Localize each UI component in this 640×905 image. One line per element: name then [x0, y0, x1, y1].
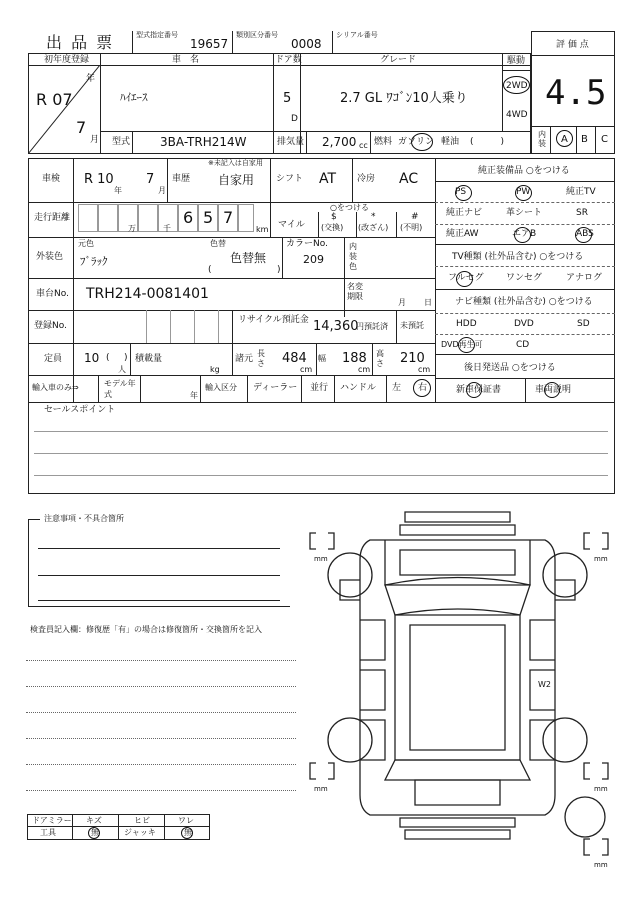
table-cell: ヒビ	[134, 816, 150, 825]
mileage-digit: 5	[203, 208, 214, 227]
circle-mark	[575, 227, 592, 243]
model-label: 型式	[112, 137, 131, 147]
page-title: 出 品 票	[46, 33, 115, 52]
equipment-item-airbag: エアB	[512, 229, 537, 239]
cc-unit: cc	[359, 141, 368, 150]
mm-unit: mm	[314, 785, 328, 793]
width-value: 188	[342, 351, 367, 366]
recycle-label: リサイクル預託金	[238, 315, 309, 325]
cm-unit: cm	[300, 365, 313, 374]
year-suffix: 年	[190, 391, 198, 400]
fuel-other-paren: ( )	[470, 137, 505, 147]
year-suffix: 年	[114, 186, 122, 195]
table-cell: ジャッキ	[124, 828, 156, 837]
cm-unit: cm	[358, 365, 371, 374]
navi-cd: CD	[516, 340, 530, 350]
table-cell: ワレ	[178, 816, 194, 825]
usage-note: ※未記入は自家用	[208, 159, 263, 167]
drive-2wd: 2WD	[506, 81, 528, 91]
inspection-value: R 10	[84, 172, 114, 187]
shift-value: AT	[319, 171, 337, 187]
height-label: 高さ	[376, 349, 384, 368]
circle-mark	[544, 382, 560, 398]
interior-c: C	[601, 134, 608, 145]
name-change-label: 名変期限	[347, 282, 363, 301]
circle-mark	[455, 185, 472, 201]
navi-dvd: DVD	[514, 319, 534, 329]
notes-frame	[28, 519, 290, 607]
circle-mark	[458, 337, 475, 353]
form-type-label: 型式指定番号	[136, 31, 178, 39]
mileage-digit: 7	[223, 208, 234, 227]
length-value: 484	[282, 351, 307, 366]
circle-mark	[556, 130, 573, 147]
circle-mark	[88, 827, 100, 839]
digit-box	[98, 204, 118, 232]
capacity-label: 定員	[44, 354, 63, 364]
color-label: 外装色	[36, 252, 64, 262]
ac-label: 冷房	[357, 174, 376, 184]
mile-label: マイル	[278, 220, 305, 230]
digit-box	[238, 204, 254, 232]
width-label: 幅	[318, 354, 326, 363]
handle-right: 右	[418, 383, 428, 393]
parallel-option: 並行	[310, 383, 329, 393]
table-cell: 無	[184, 828, 192, 837]
tv-fullseg: フルセグ	[448, 273, 484, 283]
navi-sd: SD	[577, 319, 590, 329]
equipment-item-ps: PS	[455, 187, 467, 197]
mileage-opt-tampered: (改ざん)	[358, 223, 389, 232]
digit-box	[178, 204, 198, 232]
first-registration-year: R 07	[36, 90, 73, 109]
drive-label: 駆動	[507, 56, 526, 66]
equipment-item-pw: PW	[516, 187, 531, 197]
recycle-unit: 円預託済	[356, 322, 388, 331]
orig-color-value: ﾌﾞﾗｯｸ	[80, 255, 108, 268]
interior-b: B	[581, 134, 588, 145]
drive-4wd: 4WD	[506, 110, 528, 120]
form-type-value: 19657	[190, 37, 229, 51]
notes-label: 注意事項・不具合箇所	[44, 514, 124, 523]
score-label: 評 価 点	[556, 40, 589, 50]
digit-box	[78, 204, 98, 232]
interior-a: A	[561, 134, 568, 145]
displacement-label: 排気量	[277, 137, 305, 147]
car-diagram	[300, 505, 620, 885]
equipment-item-tv: 純正TV	[566, 187, 596, 197]
mileage-label: 走行距離	[34, 213, 71, 223]
circle-mark	[413, 379, 431, 397]
mileage-opt-symbol: *	[371, 212, 376, 222]
circle-mark	[456, 271, 473, 287]
sales-points-label: セールスポイント	[44, 405, 116, 415]
fuel-diesel: 軽油	[441, 137, 460, 147]
doors-suffix: D	[291, 114, 298, 124]
mileage-opt-unknown: (不明)	[400, 223, 423, 232]
day-suffix: 日	[424, 298, 432, 307]
ac-value: AC	[399, 171, 419, 187]
ship-manual: 車両説明	[535, 385, 572, 395]
table-cell: キズ	[86, 816, 102, 825]
import-label: 輸入車のみ⇒	[32, 383, 79, 392]
mm-unit: mm	[314, 555, 328, 563]
serial-number-label: シリアル番号	[336, 31, 378, 39]
class-number-value: 0008	[291, 37, 322, 51]
digit-box	[198, 204, 218, 232]
grade-value: 2.7 GL ﾜｺﾞﾝ10人乗り	[340, 91, 468, 106]
recycle-value: 14,360	[313, 319, 359, 334]
usage-label: 車歴	[172, 174, 191, 184]
grade-label: グレード	[380, 55, 417, 65]
chassis-label: 車台No.	[36, 289, 69, 299]
km-unit: km	[256, 225, 269, 234]
doors-label: ドア数	[275, 55, 302, 65]
digit-box	[218, 204, 238, 232]
handle-label: ハンドル	[340, 383, 377, 393]
score-value: 4.5	[545, 73, 607, 113]
import-class-label: 輸入区分	[205, 383, 237, 392]
mileage-opt-exchange: (交換)	[321, 223, 344, 232]
color-no-label: カラーNo.	[286, 239, 328, 249]
navi-type-title: ナビ種類 (社外品含む) ○をつける	[455, 297, 593, 307]
circle-mark	[466, 382, 482, 398]
damage-mark: W2	[538, 680, 551, 689]
circle-mark	[515, 185, 532, 201]
tv-oneseg: ワンセグ	[506, 273, 543, 283]
color-no-value: 209	[303, 253, 324, 266]
equipment-item-navi: 純正ナビ	[446, 208, 483, 218]
tv-type-title: TV種類 (社外品含む) ○をつける	[452, 252, 584, 262]
circle-mark	[503, 76, 530, 94]
usage-value: 自家用	[218, 173, 255, 187]
recycle-unpaid: 未預託	[400, 321, 424, 330]
std-equipment-title: 純正装備品 ○をつける	[478, 166, 570, 176]
first-registration-label: 初年度登録	[44, 55, 90, 65]
interior-color-label: 内装色	[349, 242, 357, 271]
table-cell: 工具	[40, 828, 56, 837]
circle-note: ○をつける	[330, 203, 369, 212]
cm-unit: cm	[418, 365, 431, 374]
first-registration-month: 7	[76, 118, 87, 137]
digit-box	[138, 204, 158, 232]
sen-suffix: 千	[163, 224, 171, 233]
kg-unit: kg	[210, 365, 220, 374]
shift-label: シフト	[276, 174, 304, 184]
length-label: 長さ	[257, 349, 265, 368]
handle-left: 左	[392, 383, 402, 393]
car-name: ﾊｲｴｰｽ	[120, 91, 148, 104]
registration-label: 登録No.	[34, 321, 67, 331]
inspection-month: 7	[146, 172, 155, 187]
capacity-value: 10	[84, 351, 100, 365]
equipment-item-abs: ABS	[576, 229, 594, 239]
inspection-label: 車検	[42, 174, 61, 184]
load-label: 積載量	[135, 354, 163, 364]
navi-dvd-playback: DVD再生可	[441, 340, 483, 349]
month-suffix: 月	[398, 298, 406, 307]
year-suffix: 年	[86, 74, 96, 84]
mm-unit: mm	[594, 861, 608, 869]
ship-later-title: 後日発送品 ○をつける	[464, 363, 556, 373]
mileage-opt-symbol: $	[331, 212, 337, 222]
fuel-label: 燃料	[374, 137, 393, 147]
doors-value: 5	[283, 91, 292, 106]
class-number-label: 類別区分番号	[236, 31, 278, 39]
equipment-item-leather: 革シート	[506, 208, 543, 218]
month-suffix: 月	[158, 186, 166, 195]
circle-mark	[514, 227, 531, 243]
orig-color-label: 元色	[78, 239, 94, 248]
month-suffix: 月	[90, 135, 100, 145]
circle-mark	[181, 827, 193, 839]
mileage-opt-symbol: #	[411, 212, 419, 222]
model-year-label: モデル年式	[104, 379, 136, 399]
dims-label: 諸元	[235, 354, 254, 364]
interior-label: 内装	[538, 130, 546, 148]
table-cell: 無	[91, 828, 99, 837]
mm-unit: mm	[594, 555, 608, 563]
navi-hdd: HDD	[456, 319, 477, 329]
equipment-item-sr: SR	[576, 208, 588, 218]
model-value: 3BA-TRH214W	[160, 135, 247, 149]
mm-unit: mm	[594, 785, 608, 793]
height-value: 210	[400, 351, 425, 366]
fuel-gasoline: ガソリン	[398, 137, 435, 147]
repaint-label: 色替	[210, 239, 226, 248]
tv-analog: アナログ	[566, 273, 603, 283]
repaint-value: 色替無	[230, 251, 267, 265]
table-cell: ドアミラー	[32, 816, 72, 825]
ship-warranty: 新車保証書	[456, 385, 502, 395]
displacement-value: 2,700	[322, 135, 357, 149]
mileage-digit: 6	[183, 208, 194, 227]
circle-mark	[411, 133, 433, 151]
dealer-option: ディーラー	[253, 383, 298, 393]
capacity-unit: 人	[118, 365, 126, 374]
inspector-label: 検査員記入欄：修復歴「有」の場合は修復箇所・交換箇所を記入	[30, 625, 262, 634]
chassis-value: TRH214-0081401	[86, 286, 209, 302]
man-suffix: 万	[128, 224, 136, 233]
equipment-item-aw: 純正AW	[446, 229, 479, 239]
car-name-label: 車 名	[172, 55, 200, 65]
